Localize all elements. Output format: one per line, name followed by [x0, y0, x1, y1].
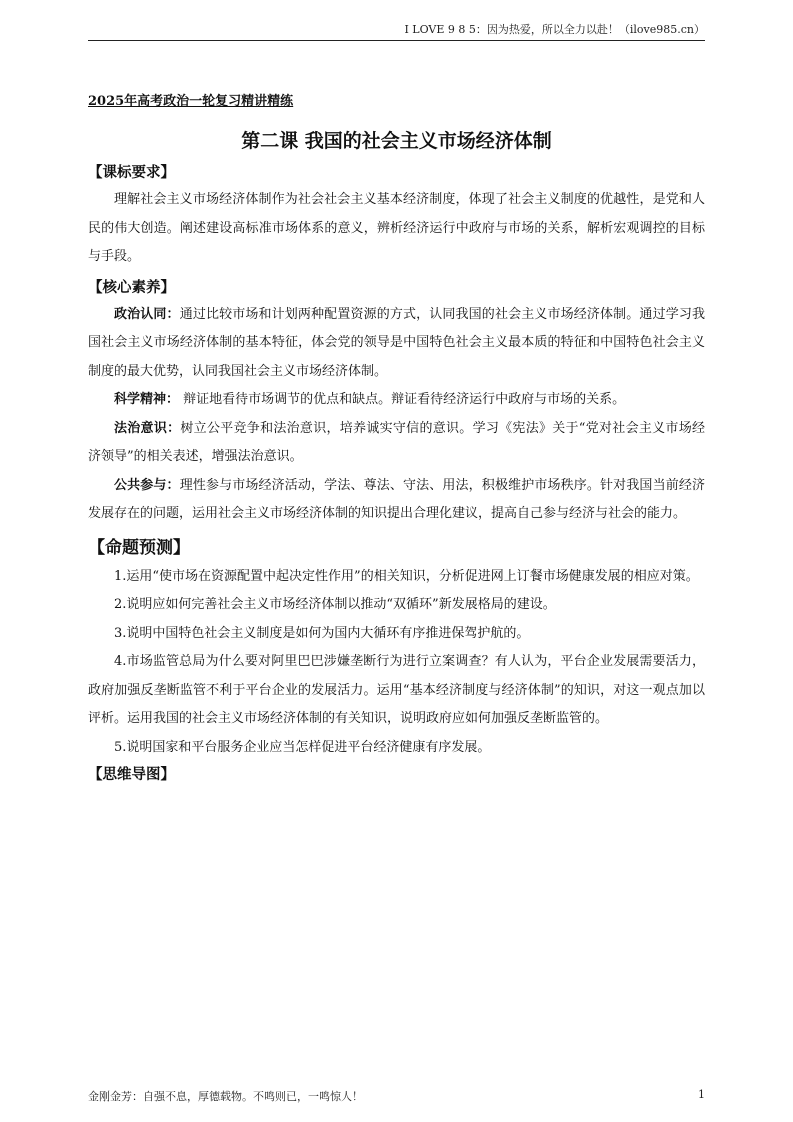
prediction-item: 3.说明中国特色社会主义制度是如何为国内大循环有序推进保驾护航的。: [114, 625, 530, 641]
literacy-item-political: [88, 301, 705, 387]
literacy-item-science: [88, 386, 705, 415]
literacy-text: 通过比较市场和计划两种配置资源的方式，认同我国的社会主义市场经济体制。通过学习我国社会主义市场经济体制的基本特征，体会党的领导是中国特色社会主义最本质的特征和中国特色社会主义制度的最大优势，认同我国社会主义市场经济体制。: [88, 306, 705, 379]
section-heading-literacy: 【核心素养】: [88, 278, 175, 296]
literacy-item-law: [88, 415, 705, 472]
page-footer: [88, 1088, 705, 1104]
literacy-item-public: [88, 472, 705, 529]
literacy-label: 政治认同：: [114, 306, 180, 322]
prediction-item: 2.说明应如何完善社会主义市场经济体制以推动“双循环”新发展格局的建设。: [114, 597, 556, 612]
literacy-label: 科学精神：: [114, 392, 180, 407]
standards-paragraph: 理解社会主义市场经济体制作为社会社会主义基本经济制度，体现了社会主义制度的优越性，是党和人民的伟大创造。阐述建设高标准市场体系的意义，辨析经济运行中政府与市场的关系，解析宏观调控的目标与手段。: [88, 192, 705, 264]
literacy-label: 法治意识：: [114, 420, 181, 436]
page-header: I LOVE 9 8 5：因为热爱，所以全力以赴！（ilove985.cn）: [88, 22, 705, 41]
literacy-text: 树立公平竞争和法治意识，培养诚实守信的意识。学习《宪法》关于“党对社会主义市场经济领导”的相关表述，增强法治意识。: [88, 420, 705, 464]
section-heading-standards: 【课标要求】: [88, 164, 175, 181]
document-body: [88, 160, 705, 788]
literacy-text: 理性参与市场经济活动，学法、尊法、守法、用法，积极维护市场秩序。针对我国当前经济发展存在的问题，运用社会主义市场经济体制的知识提出合理化建议，提高自己参与经济与社会的能力。: [88, 477, 705, 521]
subject-line: 2025年高考政治一轮复习精讲精练: [88, 94, 294, 109]
literacy-text: 辩证地看待市场调节的优点和缺点。辩证看待经济运行中政府与市场的关系。: [179, 392, 626, 407]
section-heading-prediction: 【命题预测】: [88, 537, 190, 558]
footer-motto: 金刚金芳：自强不息，厚德载物。不鸣则已，一鸣惊人！: [88, 1090, 363, 1103]
section-heading-mindmap: 【思维导图】: [88, 766, 175, 783]
page-number: 1: [698, 1088, 705, 1101]
prediction-item: 4.市场监管总局为什么要对阿里巴巴涉嫌垄断行为进行立案调查？有人认为，平台企业发展需要活力，政府加强反垄断监管不利于平台企业的发展活力。运用“基本经济制度与经济体制”的知识，对这一观点加以评析。运用我国的社会主义市场经济体制的有关知识，说明政府应如何加强反垄断监管的。: [88, 654, 705, 726]
page-title: 第二课 我国的社会主义市场经济体制: [241, 130, 552, 152]
literacy-label: 公共参与：: [114, 477, 180, 493]
prediction-item: 1.运用“使市场在资源配置中起决定性作用”的相关知识，分析促进网上订餐市场健康发展的相应对策。: [114, 568, 699, 584]
prediction-item: 5.说明国家和平台服务企业应当怎样促进平台经济健康有序发展。: [114, 739, 491, 755]
